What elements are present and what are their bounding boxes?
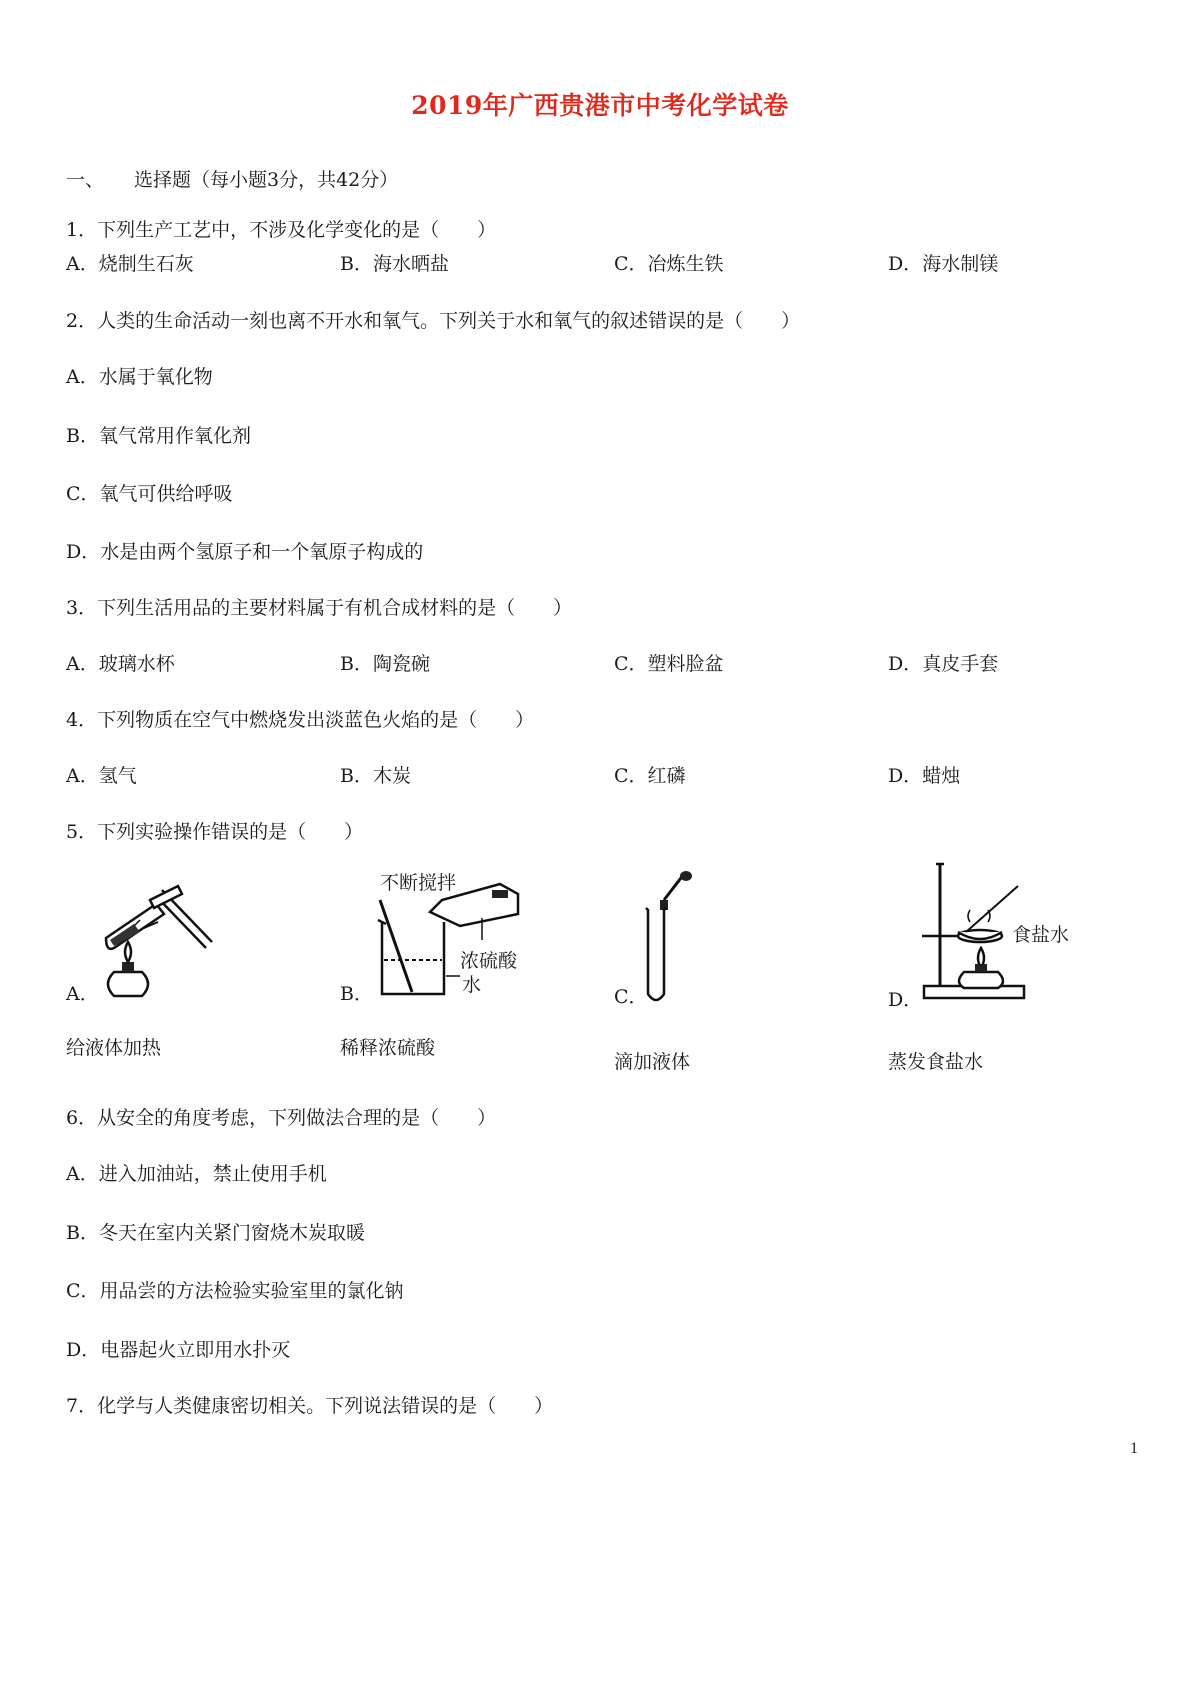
question-3-stem: 3．下列生活用品的主要材料属于有机合成材料的是（ ） xyxy=(66,597,573,619)
question-1-option-b: B．海水晒盐 xyxy=(340,253,449,275)
question-5-caption-c: 滴加液体 xyxy=(614,1051,691,1073)
figure-label-stir: 不断搅拌 xyxy=(380,872,457,894)
question-3-option-d: D．真皮手套 xyxy=(888,653,999,675)
question-6-stem: 6．从安全的角度考虑，下列做法合理的是（ ） xyxy=(66,1107,497,1129)
question-4-option-c: C．红磷 xyxy=(614,765,686,787)
question-5-option-a: A． xyxy=(66,983,99,1005)
question-5-caption-a: 给液体加热 xyxy=(66,1037,162,1059)
question-5-stem: 5．下列实验操作错误的是（ ） xyxy=(66,821,364,843)
question-2-option-d: D．水是由两个氢原子和一个氧原子构成的 xyxy=(66,541,424,563)
figure-label-water: 水 xyxy=(462,974,482,996)
question-3-option-c: C．塑料脸盆 xyxy=(614,653,724,675)
question-1-stem: 1．下列生产工艺中，不涉及化学变化的是（ ） xyxy=(66,219,497,241)
figure-label-salt-water: 食盐水 xyxy=(1012,924,1070,946)
page-number: 1 xyxy=(1130,1440,1138,1457)
question-2-option-a: A．水属于氧化物 xyxy=(66,366,213,388)
question-4-option-a: A．氢气 xyxy=(66,765,137,787)
question-6-option-b: B．冬天在室内关紧门窗烧木炭取暖 xyxy=(66,1222,365,1244)
question-4-stem: 4．下列物质在空气中燃烧发出淡蓝色火焰的是（ ） xyxy=(66,709,535,731)
question-1-option-d: D．海水制镁 xyxy=(888,253,999,275)
question-5-caption-b: 稀释浓硫酸 xyxy=(340,1037,436,1059)
question-5-option-d: D． xyxy=(888,989,923,1011)
question-1-option-a: A．烧制生石灰 xyxy=(66,253,194,275)
question-3-option-b: B．陶瓷碗 xyxy=(340,653,430,675)
question-7-stem: 7．化学与人类健康密切相关。下列说法错误的是（ ） xyxy=(66,1395,554,1417)
question-2-option-c: C．氧气可供给呼吸 xyxy=(66,483,233,505)
question-6-option-d: D．电器起火立即用水扑灭 xyxy=(66,1339,291,1361)
question-2-stem: 2．人类的生命活动一刻也离不开水和氧气。下列关于水和氧气的叙述错误的是（ ） xyxy=(66,310,801,332)
section-heading: 选择题（每小题3分，共42分） xyxy=(134,169,399,191)
figure-adding-liquid xyxy=(638,870,698,1006)
question-5-option-c: C． xyxy=(614,986,648,1008)
page-title: 2019年广西贵港市中考化学试卷 xyxy=(411,91,789,120)
question-3-option-a: A．玻璃水杯 xyxy=(66,653,175,675)
question-6-option-c: C．用品尝的方法检验实验室里的氯化钠 xyxy=(66,1280,404,1302)
question-5-caption-d: 蒸发食盐水 xyxy=(888,1051,984,1073)
figure-heating-liquid xyxy=(96,876,216,1002)
section-number: 一、 xyxy=(66,169,105,191)
figure-label-acid: 浓硫酸 xyxy=(460,950,518,972)
question-2-option-b: B．氧气常用作氧化剂 xyxy=(66,425,251,447)
question-1-option-c: C．冶炼生铁 xyxy=(614,253,724,275)
question-4-option-d: D．蜡烛 xyxy=(888,765,961,787)
question-6-option-a: A．进入加油站，禁止使用手机 xyxy=(66,1163,327,1185)
question-5-option-b: B． xyxy=(340,983,373,1005)
question-4-option-b: B．木炭 xyxy=(340,765,411,787)
